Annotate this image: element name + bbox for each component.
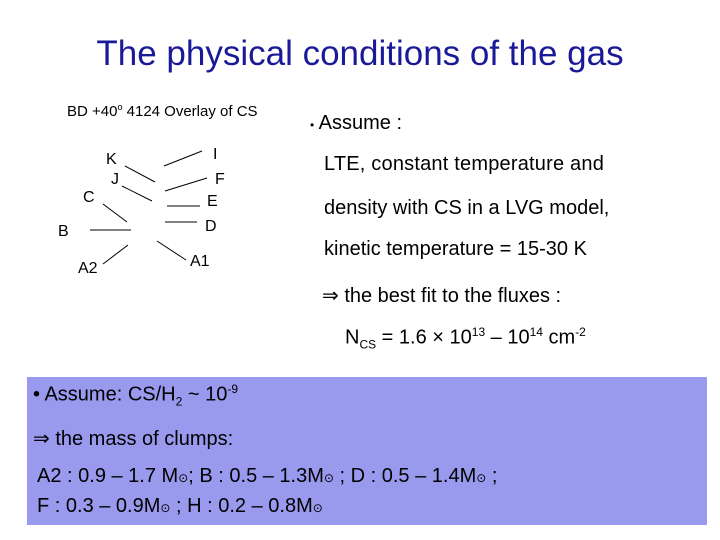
assume-text: Assume : <box>318 112 403 134</box>
solar-mass-icon: ⊙ <box>323 471 334 485</box>
label-e: E <box>207 193 218 210</box>
column-density-line <box>345 325 586 352</box>
caption-sup: o <box>117 102 123 112</box>
label-j: J <box>111 171 119 188</box>
label-i: I <box>213 146 218 163</box>
caption-post: 4124 Overlay of CS <box>122 103 258 120</box>
caption-pre: BD +40 <box>67 103 118 120</box>
implies-arrow-icon: ⇒ <box>322 283 339 307</box>
solar-mass-icon: ⊙ <box>178 471 189 485</box>
leader-line-i <box>164 151 202 166</box>
mass-h: ; H : 0.2 – 0.8M <box>170 495 313 517</box>
bestfit-line <box>322 283 561 308</box>
assume2-pre: • Assume: CS/H <box>33 383 176 406</box>
clump-mass-box <box>27 377 707 525</box>
assume-heading <box>310 112 402 135</box>
leader-line-a2 <box>103 245 128 264</box>
label-a1: A1 <box>190 253 210 270</box>
bestfit-text: the best fit to the fluxes : <box>338 285 562 307</box>
mass-heading <box>33 426 233 451</box>
lte-line: LTE, constant temperature and <box>324 153 605 175</box>
leader-line-c <box>103 204 127 222</box>
leader-line-a1 <box>157 241 186 260</box>
label-b: B <box>58 223 69 240</box>
mass-d: ; D : 0.5 – 1.4M <box>333 465 477 487</box>
ncs-sub: CS <box>359 337 377 352</box>
solar-mass-icon: ⊙ <box>476 471 487 485</box>
assume2-mid: ~ 10 <box>182 383 228 406</box>
ncs-exp2: 14 <box>529 325 543 339</box>
ncs-n: N <box>345 326 360 349</box>
ncs-dash: – 10 <box>485 326 530 349</box>
assume2-sup: -9 <box>227 382 239 396</box>
mass-a2: A2 : 0.9 – 1.7 M <box>37 465 179 487</box>
kinetic-line: kinetic temperature = 15-30 K <box>324 238 587 260</box>
ncs-mid: = 1.6 × 10 <box>376 326 472 349</box>
implies-arrow-icon: ⇒ <box>33 426 50 450</box>
page-title: The physical conditions of the gas <box>96 34 624 73</box>
mass-line-1 <box>37 465 497 488</box>
leader-line-k <box>125 166 155 182</box>
bullet: • <box>310 118 315 132</box>
mass-line1-end: ; <box>486 465 498 487</box>
abundance-assumption <box>33 382 238 409</box>
assume2-sub: 2 <box>175 394 183 409</box>
label-f: F <box>215 171 225 188</box>
leader-line-f <box>165 178 207 191</box>
mass-line-2 <box>37 495 323 518</box>
ncs-exp1: 13 <box>471 325 486 339</box>
ncs-exp3: -2 <box>575 325 586 339</box>
ncs-unit: cm <box>542 326 576 349</box>
mass-b: ; B : 0.5 – 1.3M <box>188 465 324 487</box>
solar-mass-icon: ⊙ <box>312 501 323 515</box>
label-k: K <box>106 151 117 168</box>
solar-mass-icon: ⊙ <box>160 501 171 515</box>
density-line: density with CS in a LVG model, <box>324 197 610 219</box>
mass-f: F : 0.3 – 0.9M <box>37 495 161 517</box>
mass-text: the mass of clumps: <box>49 428 234 450</box>
label-a2: A2 <box>78 260 98 277</box>
label-c: C <box>83 189 95 206</box>
leader-line-j <box>122 186 152 201</box>
label-d: D <box>205 218 217 235</box>
